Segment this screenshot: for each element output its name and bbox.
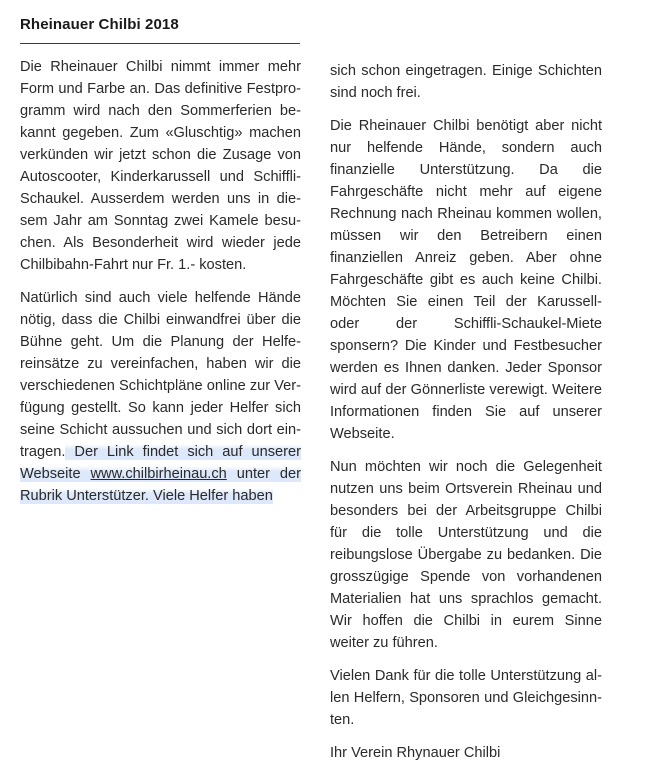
- right-column: [330, 60, 602, 775]
- website-link[interactable]: www.chilbirheinau.ch: [90, 466, 227, 482]
- paragraph-continuation: sich schon eingetragen. Einige Schichten sind noch frei.: [330, 63, 602, 101]
- signature: Ihr Verein Rhynauer Chilbi: [330, 745, 501, 761]
- link-outro-text: unter der Rubrik Unterstützer. Viele Helfer haben: [20, 466, 301, 504]
- paragraph-helpers: [20, 287, 301, 507]
- paragraph-sponsoring: Die Rheinauer Chilbi benötigt aber nicht nur helfende Hände, sondern auch finanzielle Unterstützung. Da die Fahrgeschäfte nicht mehr auf eigene Rechnung nach Rheinau kommen wollen, müssen wir den Betreibern einen finanziellen Anreiz geben. Aber ohne Fahrgeschäfte gibt es auch keine Chilbi. Möchten Sie einen Teil der Karussell- oder der Schiffli-Schaukel-Miete sponsern? Die Kinder und Festbesucher werden es Ihnen danken. Jeder Sponsor wird auf der Gönnerliste verewigt. Weitere Informationen finden Sie auf unserer Webseite.: [330, 118, 602, 442]
- paragraph-closing: Vielen Dank für die tolle Unterstützung allen Helfern, Sponsoren und Gleichgesinnten.: [330, 668, 602, 728]
- paragraph-thanks: Nun möchten wir noch die Gelegenheit nutzen uns beim Ortsverein Rheinau und besonders bei der Arbeitsgruppe Chilbi für die tolle Unterstützung und die reibungslose Übergabe zu bedanken. Die grosszügige Spende von vorhandenen Materialien hat uns sprachlos gemacht. Wir hoffen die Chilbi in eurem Sinne weiter zu führen.: [330, 459, 602, 651]
- link-intro-text: Der Link findet sich auf unserer Webseite: [20, 444, 301, 482]
- paragraph-intro: Die Rheinauer Chilbi nimmt immer mehr Form und Farbe an. Das definitive Festprogramm wird nach den Sommerferien bekannt gegeben. Zum «Gluschtig» machen verkünden wir jetzt schon die Zusage von Autoscooter, Kinderkarussell und Schiffli-Schaukel. Ausserdem werden uns in diesem Jahr am Sonntag zwei Kamele besuchen. Als Besonderheit wird wieder jede Chilbibahn-Fahrt nur Fr. 1.- kosten.: [20, 59, 301, 273]
- left-column: [20, 56, 301, 518]
- article-title: Rheinauer Chilbi 2018: [20, 16, 179, 33]
- title-divider: [20, 43, 300, 44]
- paragraph-helpers-text: Natürlich sind auch viele helfende Hände nötig, dass die Chilbi einwandfrei über die Bühne geht. Um die Planung der Helfereinsätze zu vereinfachen, haben wir die verschiedenen Schichtpläne online zur Verfügung gestellt. So kann jeder Helfer sich seine Schicht aussuchen und sich dort eintragen.: [20, 290, 301, 460]
